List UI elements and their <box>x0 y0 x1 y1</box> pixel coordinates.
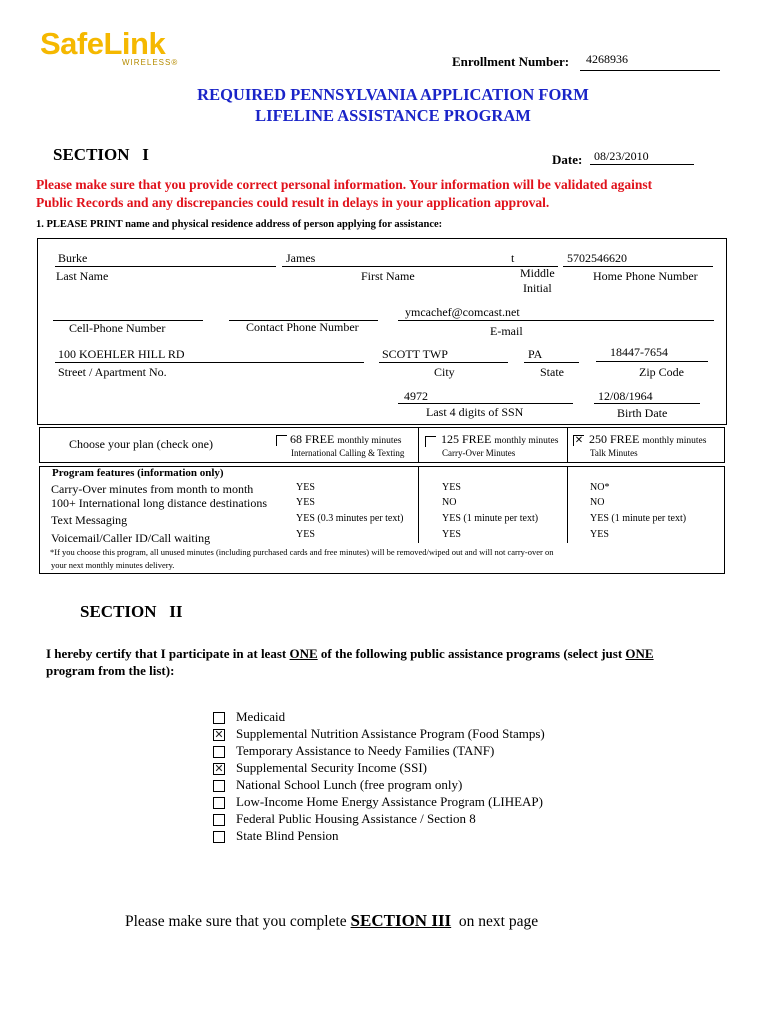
zip-value[interactable]: 18447-7654 <box>610 345 668 359</box>
last-name-label: Last Name <box>56 269 109 283</box>
email-value[interactable]: ymcachef@comcast.net <box>405 305 520 319</box>
email-line <box>398 320 714 321</box>
birth-date-label: Birth Date <box>617 406 668 420</box>
features-footnote-line2: your next monthly minutes delivery. <box>51 560 175 570</box>
program-ssi-checkbox[interactable]: ✕ <box>214 762 224 775</box>
date-underline <box>590 164 694 165</box>
feature-carryover-v3: NO* <box>590 482 610 493</box>
last-name-line <box>55 266 276 267</box>
form-title-line1: REQUIRED PENNSYLVANIA APPLICATION FORM <box>197 85 589 104</box>
feature-carryover-v2: YES <box>442 482 461 493</box>
birth-date-value[interactable]: 12/08/1964 <box>598 389 653 403</box>
warning-line2: Public Records and any discrepancies could result in delays in your application approval. <box>36 195 550 210</box>
features-divider-2 <box>567 467 568 543</box>
plan-68-title: 68 FREE monthly minutes <box>290 432 402 446</box>
feature-name-voicemail: Voicemail/Caller ID/Call waiting <box>51 531 211 545</box>
program-liheap-checkbox[interactable] <box>213 797 225 809</box>
feature-international-v1: YES <box>296 497 315 508</box>
warning-line1: Please make sure that you provide correct personal information. Your information will be validated against <box>36 177 653 192</box>
safelink-logo: SafeLink <box>40 26 166 61</box>
program-medicaid-label: Medicaid <box>236 709 286 724</box>
feature-name-international: 100+ International long distance destinations <box>51 496 268 510</box>
program-housing-checkbox[interactable] <box>213 814 225 826</box>
features-divider-1 <box>418 467 419 543</box>
zip-label: Zip Code <box>639 365 684 379</box>
enrollment-label: Enrollment Number: <box>452 54 570 69</box>
feature-name-carryover: Carry-Over minutes from month to month <box>51 482 254 496</box>
plan-250-sub: Talk Minutes <box>590 448 638 458</box>
plan-125-sub: Carry-Over Minutes <box>442 448 516 458</box>
enrollment-underline <box>580 70 720 71</box>
ssn-label: Last 4 digits of SSN <box>426 405 524 419</box>
feature-texting-v3: YES (1 minute per text) <box>590 513 687 524</box>
feature-name-texting: Text Messaging <box>51 513 128 527</box>
program-blind-pension-label: State Blind Pension <box>236 828 339 843</box>
city-line <box>379 362 508 363</box>
birth-date-line <box>594 403 700 404</box>
feature-carryover-v1: YES <box>296 482 315 493</box>
first-name-line <box>282 266 510 267</box>
feature-voicemail-v3: YES <box>590 529 609 540</box>
print-instruction: 1. PLEASE PRINT name and physical residence address of person applying for assistance: <box>36 219 443 230</box>
last-name-value[interactable]: Burke <box>58 251 88 265</box>
feature-voicemail-v2: YES <box>442 529 461 540</box>
zip-line <box>596 361 708 362</box>
plan-250-title: 250 FREE monthly minutes <box>589 432 707 446</box>
email-label: E-mail <box>490 324 523 338</box>
certify-line2: program from the list): <box>46 663 175 678</box>
street-value[interactable]: 100 KOEHLER HILL RD <box>58 347 185 361</box>
program-liheap-label: Low-Income Home Energy Assistance Program (LIHEAP) <box>236 794 543 809</box>
middle-label: Middle <box>520 266 555 280</box>
program-school-lunch-label: National School Lunch (free program only) <box>236 777 463 792</box>
feature-international-v2: NO <box>442 497 457 508</box>
plan-label: Choose your plan (check one) <box>69 437 213 451</box>
program-snap-checkbox[interactable]: ✕ <box>214 728 224 741</box>
feature-voicemail-v1: YES <box>296 529 315 540</box>
feature-texting-v2: YES (1 minute per text) <box>442 513 539 524</box>
city-label: City <box>434 365 455 379</box>
logo-subtitle: WIRELESS® <box>122 58 179 67</box>
feature-international-v3: NO <box>590 497 605 508</box>
program-tanf-checkbox[interactable] <box>213 746 225 758</box>
date-label: Date: <box>552 152 583 167</box>
street-label: Street / Apartment No. <box>58 365 167 379</box>
section-1-heading: SECTION I <box>53 145 149 164</box>
cell-phone-label: Cell-Phone Number <box>69 321 166 335</box>
plan-68-checkbox[interactable] <box>276 435 287 446</box>
home-phone-value[interactable]: 5702546620 <box>567 251 627 265</box>
program-blind-pension-checkbox[interactable] <box>213 831 225 843</box>
plan-250-checkbox[interactable]: ✕ <box>574 435 584 446</box>
state-label: State <box>540 365 564 379</box>
plan-divider-1 <box>418 428 419 462</box>
program-school-lunch-checkbox[interactable] <box>213 780 225 792</box>
ssn-line <box>398 403 573 404</box>
state-line <box>524 362 579 363</box>
date-value[interactable]: 08/23/2010 <box>594 149 649 163</box>
first-name-value[interactable]: James <box>286 251 316 265</box>
plan-125-checkbox[interactable] <box>425 436 436 447</box>
features-footnote-line1: *If you choose this program, all unused minutes (including purchased cards and free minutes) will be removed/wiped out and will not carry-over on <box>50 547 554 557</box>
program-housing-label: Federal Public Housing Assistance / Section 8 <box>236 811 476 826</box>
first-name-label: First Name <box>361 269 415 283</box>
enrollment-value[interactable]: 4268936 <box>586 52 628 66</box>
form-title-line2: LIFELINE ASSISTANCE PROGRAM <box>255 106 531 125</box>
contact-phone-label: Contact Phone Number <box>246 320 359 334</box>
feature-texting-v1: YES (0.3 minutes per text) <box>296 513 404 524</box>
plan-divider-2 <box>567 428 568 462</box>
program-snap-label: Supplemental Nutrition Assistance Program (Food Stamps) <box>236 726 545 741</box>
home-phone-label: Home Phone Number <box>593 269 698 283</box>
street-line <box>55 362 364 363</box>
plan-125-title: 125 FREE monthly minutes <box>441 432 559 446</box>
middle-initial-value[interactable]: t <box>511 251 515 265</box>
city-value[interactable]: SCOTT TWP <box>382 347 448 361</box>
program-medicaid-checkbox[interactable] <box>213 712 225 724</box>
state-value[interactable]: PA <box>528 347 543 361</box>
program-ssi-label: Supplemental Security Income (SSI) <box>236 760 427 775</box>
program-tanf-label: Temporary Assistance to Needy Families (TANF) <box>236 743 495 758</box>
plan-68-sub: International Calling & Texting <box>291 448 405 458</box>
home-phone-line <box>563 266 713 267</box>
certify-line1: I hereby certify that I participate in at least ONE of the following public assistance programs (select just ONE <box>46 646 654 661</box>
section-2-heading: SECTION II <box>80 602 183 621</box>
initial-label: Initial <box>523 281 552 295</box>
features-heading: Program features (information only) <box>52 467 224 479</box>
ssn-value[interactable]: 4972 <box>404 389 428 403</box>
footer-note: Please make sure that you complete SECTION III on next page <box>125 911 539 930</box>
